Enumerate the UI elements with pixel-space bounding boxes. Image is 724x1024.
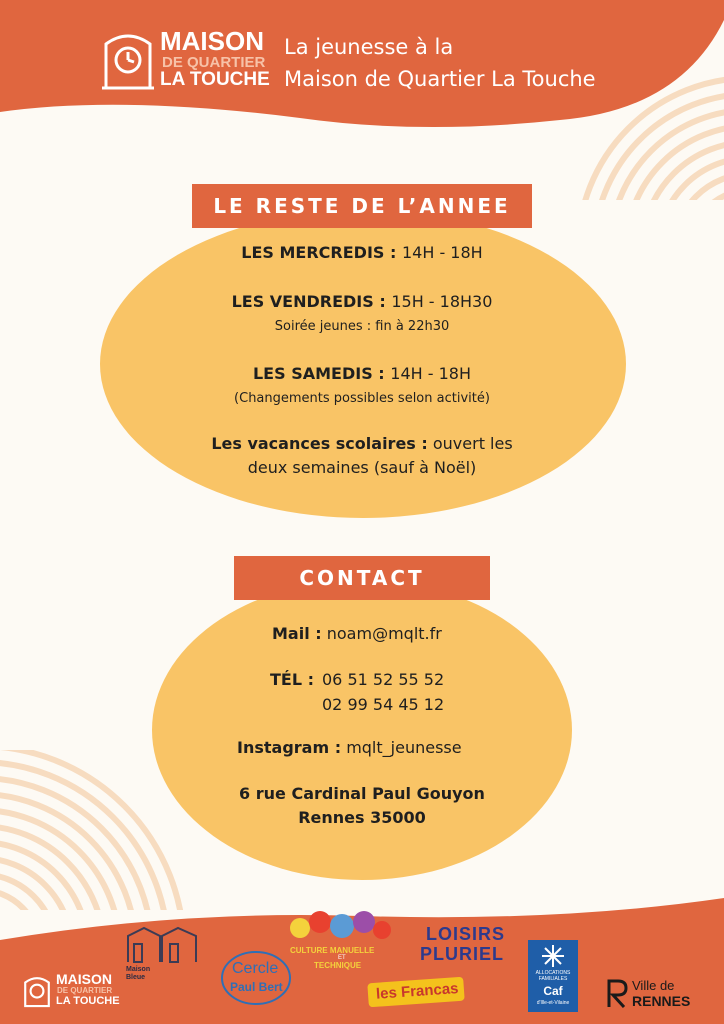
instagram-label: Instagram : [237, 738, 342, 757]
cercle-line-1: Cercle [232, 960, 279, 977]
snowflake-icon [541, 944, 565, 968]
contact-tel-label: TÉL : [270, 670, 315, 689]
partner-ville-de-rennes [606, 976, 710, 1012]
contact-address-line-1: 6 rue Cardinal Paul Gouyon [239, 784, 485, 803]
contact-tel-2: 02 99 54 45 12 [322, 695, 445, 714]
instagram-value: mqlt_jeunesse [346, 738, 462, 757]
cmt-line-1: CULTURE MANUELLE [290, 946, 375, 955]
loisirs-line-1: LOISIRS [426, 924, 506, 944]
logo-line-2: DE QUARTIER [162, 54, 266, 71]
mail-value: noam@mqlt.fr [326, 624, 442, 643]
footer-logo-line-2: DE QUARTIER [57, 986, 113, 995]
partner-cercle-paul-bert [220, 950, 292, 1006]
schedule-heading: LE RESTE DE L’ANNEE [192, 184, 532, 228]
circle-outline-icon [220, 950, 292, 1006]
schedule-value: 14H - 18H [401, 243, 483, 262]
schedule-label: LES VENDREDIS [231, 292, 374, 311]
cmt-line-2: ET [338, 955, 346, 961]
logo-line-3: LA TOUCHE [160, 69, 270, 90]
schedule-value: 15H - 18H30 [391, 292, 493, 311]
mail-label: Mail : [272, 624, 322, 643]
ville-line-2: RENNES [632, 993, 691, 1009]
footer-logo-line-1: MAISON [56, 971, 112, 987]
logo-line-1: MAISON [160, 26, 264, 56]
cmt-line-3: TECHNIQUE [314, 961, 362, 970]
caf-line-1: ALLOCATIONS FAMILIALES [535, 970, 571, 982]
contact-tel-1: 06 51 52 55 52 [322, 670, 445, 689]
clock-tower-icon [22, 970, 52, 1010]
cercle-line-2: Paul Bert [230, 980, 283, 994]
contact-heading: CONTACT [234, 556, 490, 600]
paint-splash-icon [286, 906, 396, 946]
schedule-note-vendredis: Soirée jeunes : fin à 22h30 [274, 319, 450, 334]
maison-bleue-label: Maison Bleue [126, 966, 151, 981]
partner-culture-manuelle [286, 906, 396, 970]
header-title-line-1: La jeunesse à la [284, 35, 454, 59]
clock-tower-icon [100, 26, 156, 90]
loisirs-line-2: PLURIEL [420, 944, 505, 964]
partner-maison-bleue [126, 924, 200, 984]
houses-icon [126, 924, 200, 964]
schedule-value: 14H - 18H [390, 364, 471, 383]
partner-caf [528, 940, 578, 1012]
caf-line-3: d'Ille-et-Vilaine [536, 1000, 570, 1006]
rennes-r-icon [606, 978, 628, 1008]
ville-line-1: Ville de [632, 978, 675, 993]
schedule-label: LES MERCREDIS [241, 243, 385, 262]
vacances-label: Les vacances scolaires : [211, 434, 428, 453]
contact-mail [272, 624, 442, 643]
schedule-item-mercredis: LES MERCREDIS : 14H - 18H [241, 243, 483, 262]
schedule-item-samedis: LES SAMEDIS : 14H - 18H [252, 364, 471, 383]
caf-line-2: Caf [543, 984, 563, 998]
schedule-vacances-line-1: Les vacances scolaires : ouvert les [211, 434, 513, 453]
contact-address-line-2: Rennes 35000 [298, 808, 426, 827]
schedule-item-vendredis: LES VENDREDIS : 15H - 18H30 [231, 292, 493, 311]
footer-logo-line-3: LA TOUCHE [56, 995, 120, 1007]
schedule-label: LES SAMEDIS [252, 364, 373, 383]
header-logo [100, 26, 270, 90]
schedule-vacances-line-2: deux semaines (sauf à Noël) [247, 458, 477, 477]
schedule-note-samedis: (Changements possibles selon activité) [234, 391, 490, 406]
francas-label: les Francas [375, 980, 460, 1003]
footer-logo-mqlt [22, 968, 122, 1012]
header-title-line-2: Maison de Quartier La Touche [284, 67, 596, 91]
partner-loisirs-pluriel [414, 924, 506, 964]
contact-instagram [237, 738, 462, 757]
